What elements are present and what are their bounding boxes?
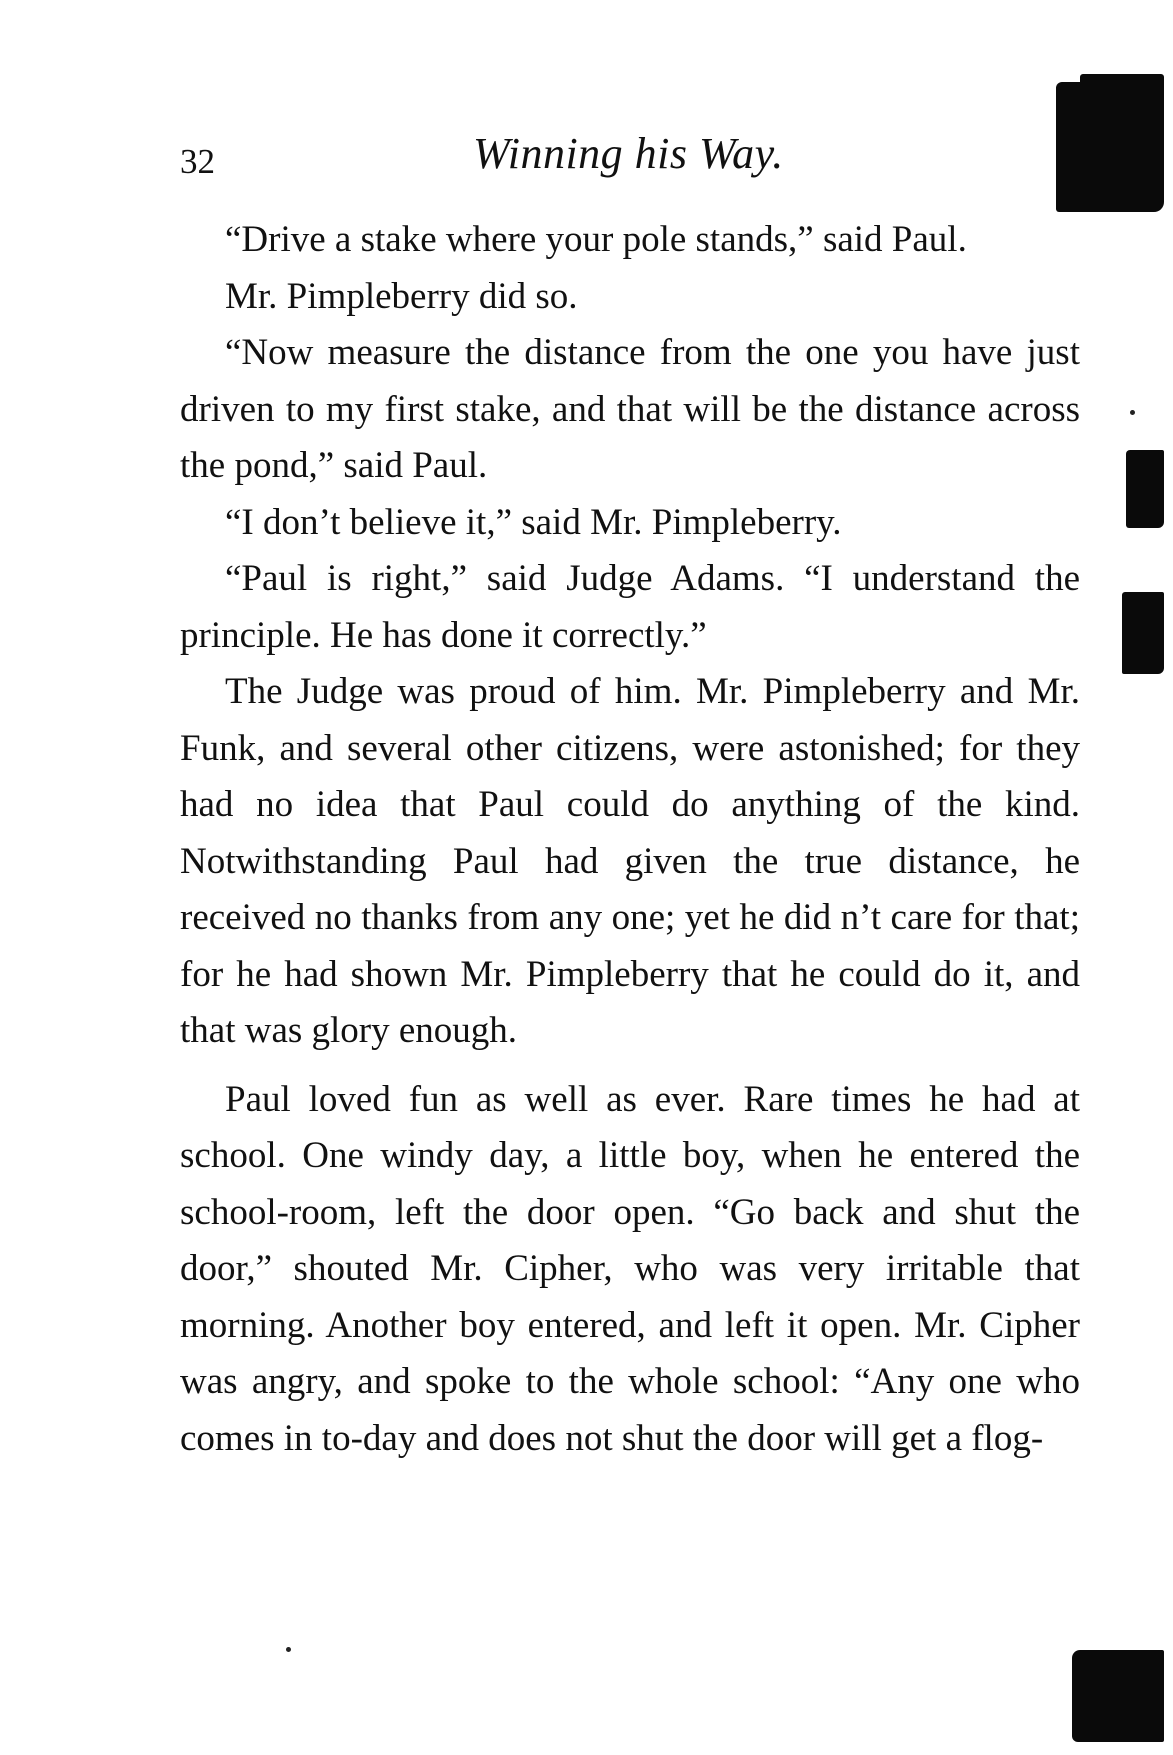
paragraph-3: “Now measure the distance from the one you have just driven to my first stake, and that will be the distance across the pond,” said Paul. xyxy=(180,332,1080,486)
scan-artifact-right-lower xyxy=(1122,592,1164,674)
paragraph-4: “I don’t believe it,” said Mr. Pimpleberry. xyxy=(225,501,842,543)
scan-artifact-bottom-right xyxy=(1072,1650,1164,1742)
running-title: Winning his Way. xyxy=(473,129,784,178)
page-header xyxy=(180,128,1080,188)
scan-artifact-top-edge xyxy=(1080,74,1164,88)
paragraph-7: Paul loved fun as well as ever. Rare times he had at school. One windy day, a little boy, when he entered the school-room, left the door open. “Go back and shut the door,” shouted Mr. Cipher, who was very irritable that morning. Another boy entered, and left it open. Mr. Cipher was angry, and spoke to the whole school: “Any one who comes in to-day and does not shut the door will get a flog- xyxy=(180,1078,1080,1459)
paragraph-6: The Judge was proud of him. Mr. Pimpleberry and Mr. Funk, and several other citizens, were astonished; for they had no idea that Paul could do anything of the kind. Notwithstanding Paul had given the true distance, he received no thanks from any one; yet he did n’t care for that; for he had shown Mr. Pimpleberry that he could do it, and that was glory enough. xyxy=(180,671,1080,1051)
paragraph-2: Mr. Pimpleberry did so. xyxy=(225,275,578,317)
scan-speck xyxy=(1130,410,1135,415)
paragraph-5: “Paul is right,” said Judge Adams. “I understand the principle. He has done it correctly.” xyxy=(180,558,1080,656)
scan-speck xyxy=(286,1647,291,1652)
scan-artifact-top-right xyxy=(1056,82,1164,212)
body-text xyxy=(180,212,1080,1467)
paragraph-1: “Drive a stake where your pole stands,” said Paul. xyxy=(225,219,967,260)
scan-artifact-right-upper xyxy=(1126,450,1164,528)
page-number: 32 xyxy=(180,142,215,181)
